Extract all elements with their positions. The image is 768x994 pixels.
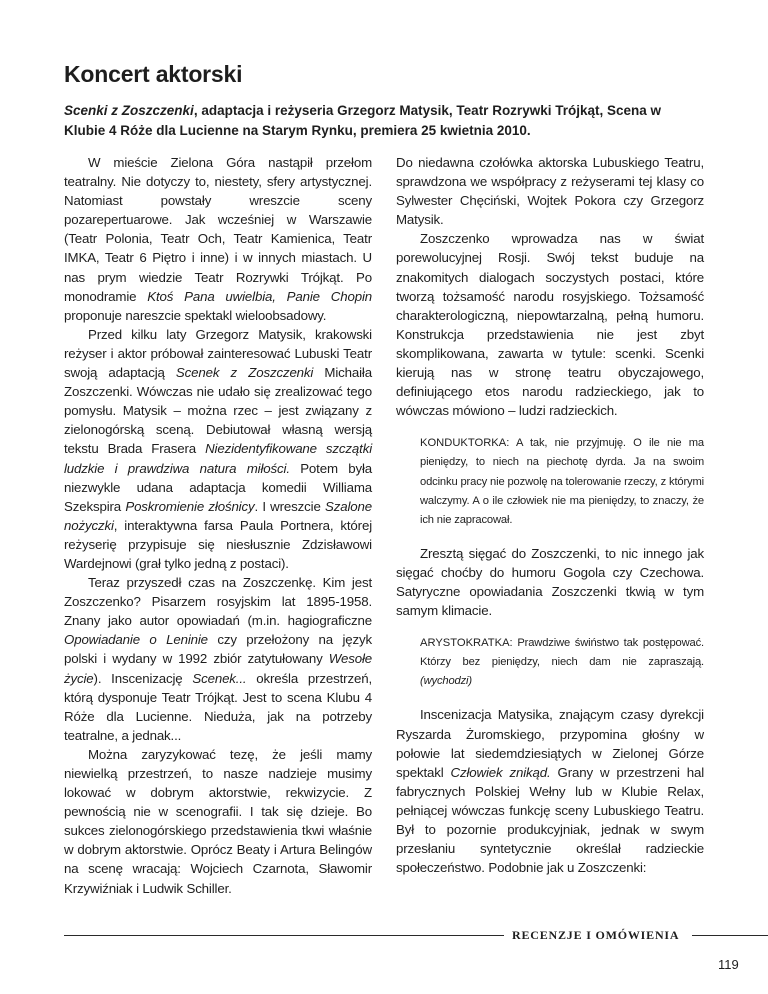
subtitle-details: , adaptacja i reżyseria Grzegorz Matysik, Teatr Rozrywki Trójkąt, Scena w Klubie 4 Róże dla Lucienne na Starym Rynku, premiera 25 kwietnia 2010. bbox=[64, 103, 661, 138]
text-span: proponuje nareszcie spektakl wieloobsadowy. bbox=[64, 307, 327, 323]
text-span: , interaktywna farsa Paula Portnera, której reżyserię przypisuje się niesłusznie Zdzisławowi Wardejnowi (grał tylko jedną z postaci). bbox=[64, 517, 372, 571]
text-span: ). Inscenizację bbox=[93, 670, 193, 686]
left-paragraph-2 bbox=[64, 325, 372, 573]
stage-direction: (wychodzi) bbox=[420, 675, 472, 688]
text-span: Potem była niezwykle udana adaptacja komedii Williama Szekspira bbox=[64, 460, 373, 514]
text-span: W mieście Zielona Góra nastąpił przełom teatralny. Nie dotyczy to, niestety, sfery artystycznej. Natomiast powstały wreszcie sceny pozarepertuarowe. Jak wcześniej w Warszawie (Teatr Polonia, Teatr Och, Teatr Kamienica, Teatr IMKA, Teatr 6 Piętro i inne) i w innych miastach. U nas prym wiedzie Teatr Rozrywki Trójkąt. Po monodramie bbox=[64, 155, 372, 304]
italic-title: Opowiadanie o Leninie bbox=[64, 632, 208, 648]
quote-konduktorka bbox=[396, 434, 704, 529]
quote-arystokratka bbox=[396, 634, 704, 691]
italic-title: Niezidentyfikowane szczątki ludzkie i prawdziwa natura miłości. bbox=[64, 441, 373, 476]
italic-title: Scenek z Zoszczenki bbox=[175, 365, 314, 381]
text-span: Inscenizacja Matysika, znającym czasy dyrekcji Ryszarda Żuromskiego, przypomina głośny w połowie lat siedemdziesiątych w Zielonej Górze spektakl bbox=[396, 707, 704, 780]
quote-text: A tak, nie przyjmuję. O ile nie ma pieniędzy, to niech na piechotę dyrda. Ja na swoim odcinku pracy nie pozwolę na tolerowanie rzeczy, z którymi walczymy. A o ile człowiek nie ma pieniędzy, to znaczy, że ich nie zapracował. bbox=[420, 437, 704, 526]
text-span: czy przełożony na język polski i wydany w 1992 zbiór zatytułowany bbox=[64, 632, 372, 667]
quote-text: Prawdziwe świństwo tak postępować. Którzy bez pieniędzy, niech dam nie zapraszają. bbox=[420, 637, 704, 669]
italic-title: Człowiek znikąd. bbox=[450, 764, 551, 780]
text-span: . I wreszcie bbox=[254, 498, 326, 514]
right-paragraph-3: Zresztą sięgać do Zoszczenki, to nic innego jak sięgać choćby do humoru Gogola czy Czechowa. Satyryczne opowiadania Zoszczenki tkwią w tym samym klimacie. bbox=[396, 545, 704, 619]
article-title: Koncert aktorski bbox=[64, 61, 243, 87]
left-paragraph-1 bbox=[64, 153, 372, 325]
page-number: 119 bbox=[718, 957, 739, 972]
left-column bbox=[64, 153, 372, 898]
right-paragraph-4 bbox=[396, 705, 704, 877]
left-paragraph-3 bbox=[64, 573, 372, 745]
quote-speaker: ARYSTOKRATKA: bbox=[420, 637, 513, 650]
text-span: Teraz przyszedł czas na Zoszczenkę. Kim jest Zoszczenko? Pisarzem rosyjskim lat 1895-1958. Znany jako autor opowiadań (m.in. hagiograficzne bbox=[64, 575, 372, 629]
text-span: określa przestrzeń, którą dysponuje Teatr Trójkąt. Jest to scena Klubu 4 Róże dla Lucienne. Nieduża, jak na potrzeby teatralne, a jednak... bbox=[64, 670, 372, 743]
italic-title: Szalone nożyczki bbox=[64, 498, 373, 533]
right-paragraph-1: Do niedawna czołówka aktorska Lubuskiego Teatru, sprawdzona we współpracy z reżyserami tej klasy co Sylwester Chęciński, Wojtek Pokora czy Grzegorz Matysik. bbox=[396, 155, 704, 228]
left-paragraph-4: Można zaryzykować tezę, że jeśli mamy niewielką przestrzeń, to nasze nadzieje musimy lokować w dobrym aktorstwie, rekwizycie. Z pewnością nie w scenografii. I tak się dzieje. Bo sukces zielonogórskiego przedstawienia tkwi właśnie w dobrym aktorstwie. Oprócz Beaty i Artura Belingów na scenę wracają: Wojciech Czarnota, Sławomir Krzywiźniak i Ludwik Schiller. bbox=[64, 746, 372, 896]
text-span: Michaiła Zoszczenki. Wówczas nie udało się zrealizować tego pomysłu. Matysik – można rzec – jest związany z zielonogórską sceną. Debiutował własną wersją tekstu Brada Frasera bbox=[64, 365, 372, 457]
section-label: RECENZJE I OMÓWIENIA bbox=[512, 928, 680, 942]
footer-rule-right bbox=[692, 935, 768, 936]
italic-title: Wesołe życie bbox=[64, 651, 372, 686]
italic-title: Scenek... bbox=[192, 670, 247, 686]
right-column bbox=[396, 153, 704, 877]
article-subtitle bbox=[64, 101, 704, 141]
text-span: Przed kilku laty Grzegorz Matysik, krakowski reżyser i aktor próbował zainteresować Lubuski Teatr swoją adaptacją bbox=[64, 326, 372, 381]
text-span: Grany w przestrzeni hal fabrycznych Polskiej Wełny lub w Klubie Relax, pełniącej wówczas funkcję sceny Lubuskiego Teatru. Był to pozornie produkcyjniak, jednak w swym przesłaniu syntetycznie określał radzieckie społeczeństwo. Podobnie jak u Zoszczenki: bbox=[396, 764, 705, 876]
italic-title: Ktoś Pana uwielbia, Panie Chopin bbox=[147, 288, 373, 304]
subtitle-work-title: Scenki z Zoszczenki bbox=[64, 103, 194, 118]
italic-title: Poskromienie złośnicy bbox=[125, 498, 255, 514]
right-paragraph-2: Zoszczenko wprowadza nas w świat porewolucyjnej Rosji. Swój tekst buduje na znakomitych dialogach soczystych postaci, które tworzą tożsamość narodu rosyjskiego. Tożsamość charakterologiczną, niepowtarzalną, pełną humoru. Konstrukcja przedstawienia nie jest zbyt skomplikowana, zawarta w tytule: scenki. Scenki kierują nas w stronę teatru obyczajowego, definiującego etos narodu radzieckiego, jak to wówczas mówiono – ludzi radzieckich. bbox=[396, 231, 704, 419]
footer-rule-left bbox=[64, 935, 504, 936]
quote-speaker: KONDUKTORKA: bbox=[420, 437, 510, 450]
